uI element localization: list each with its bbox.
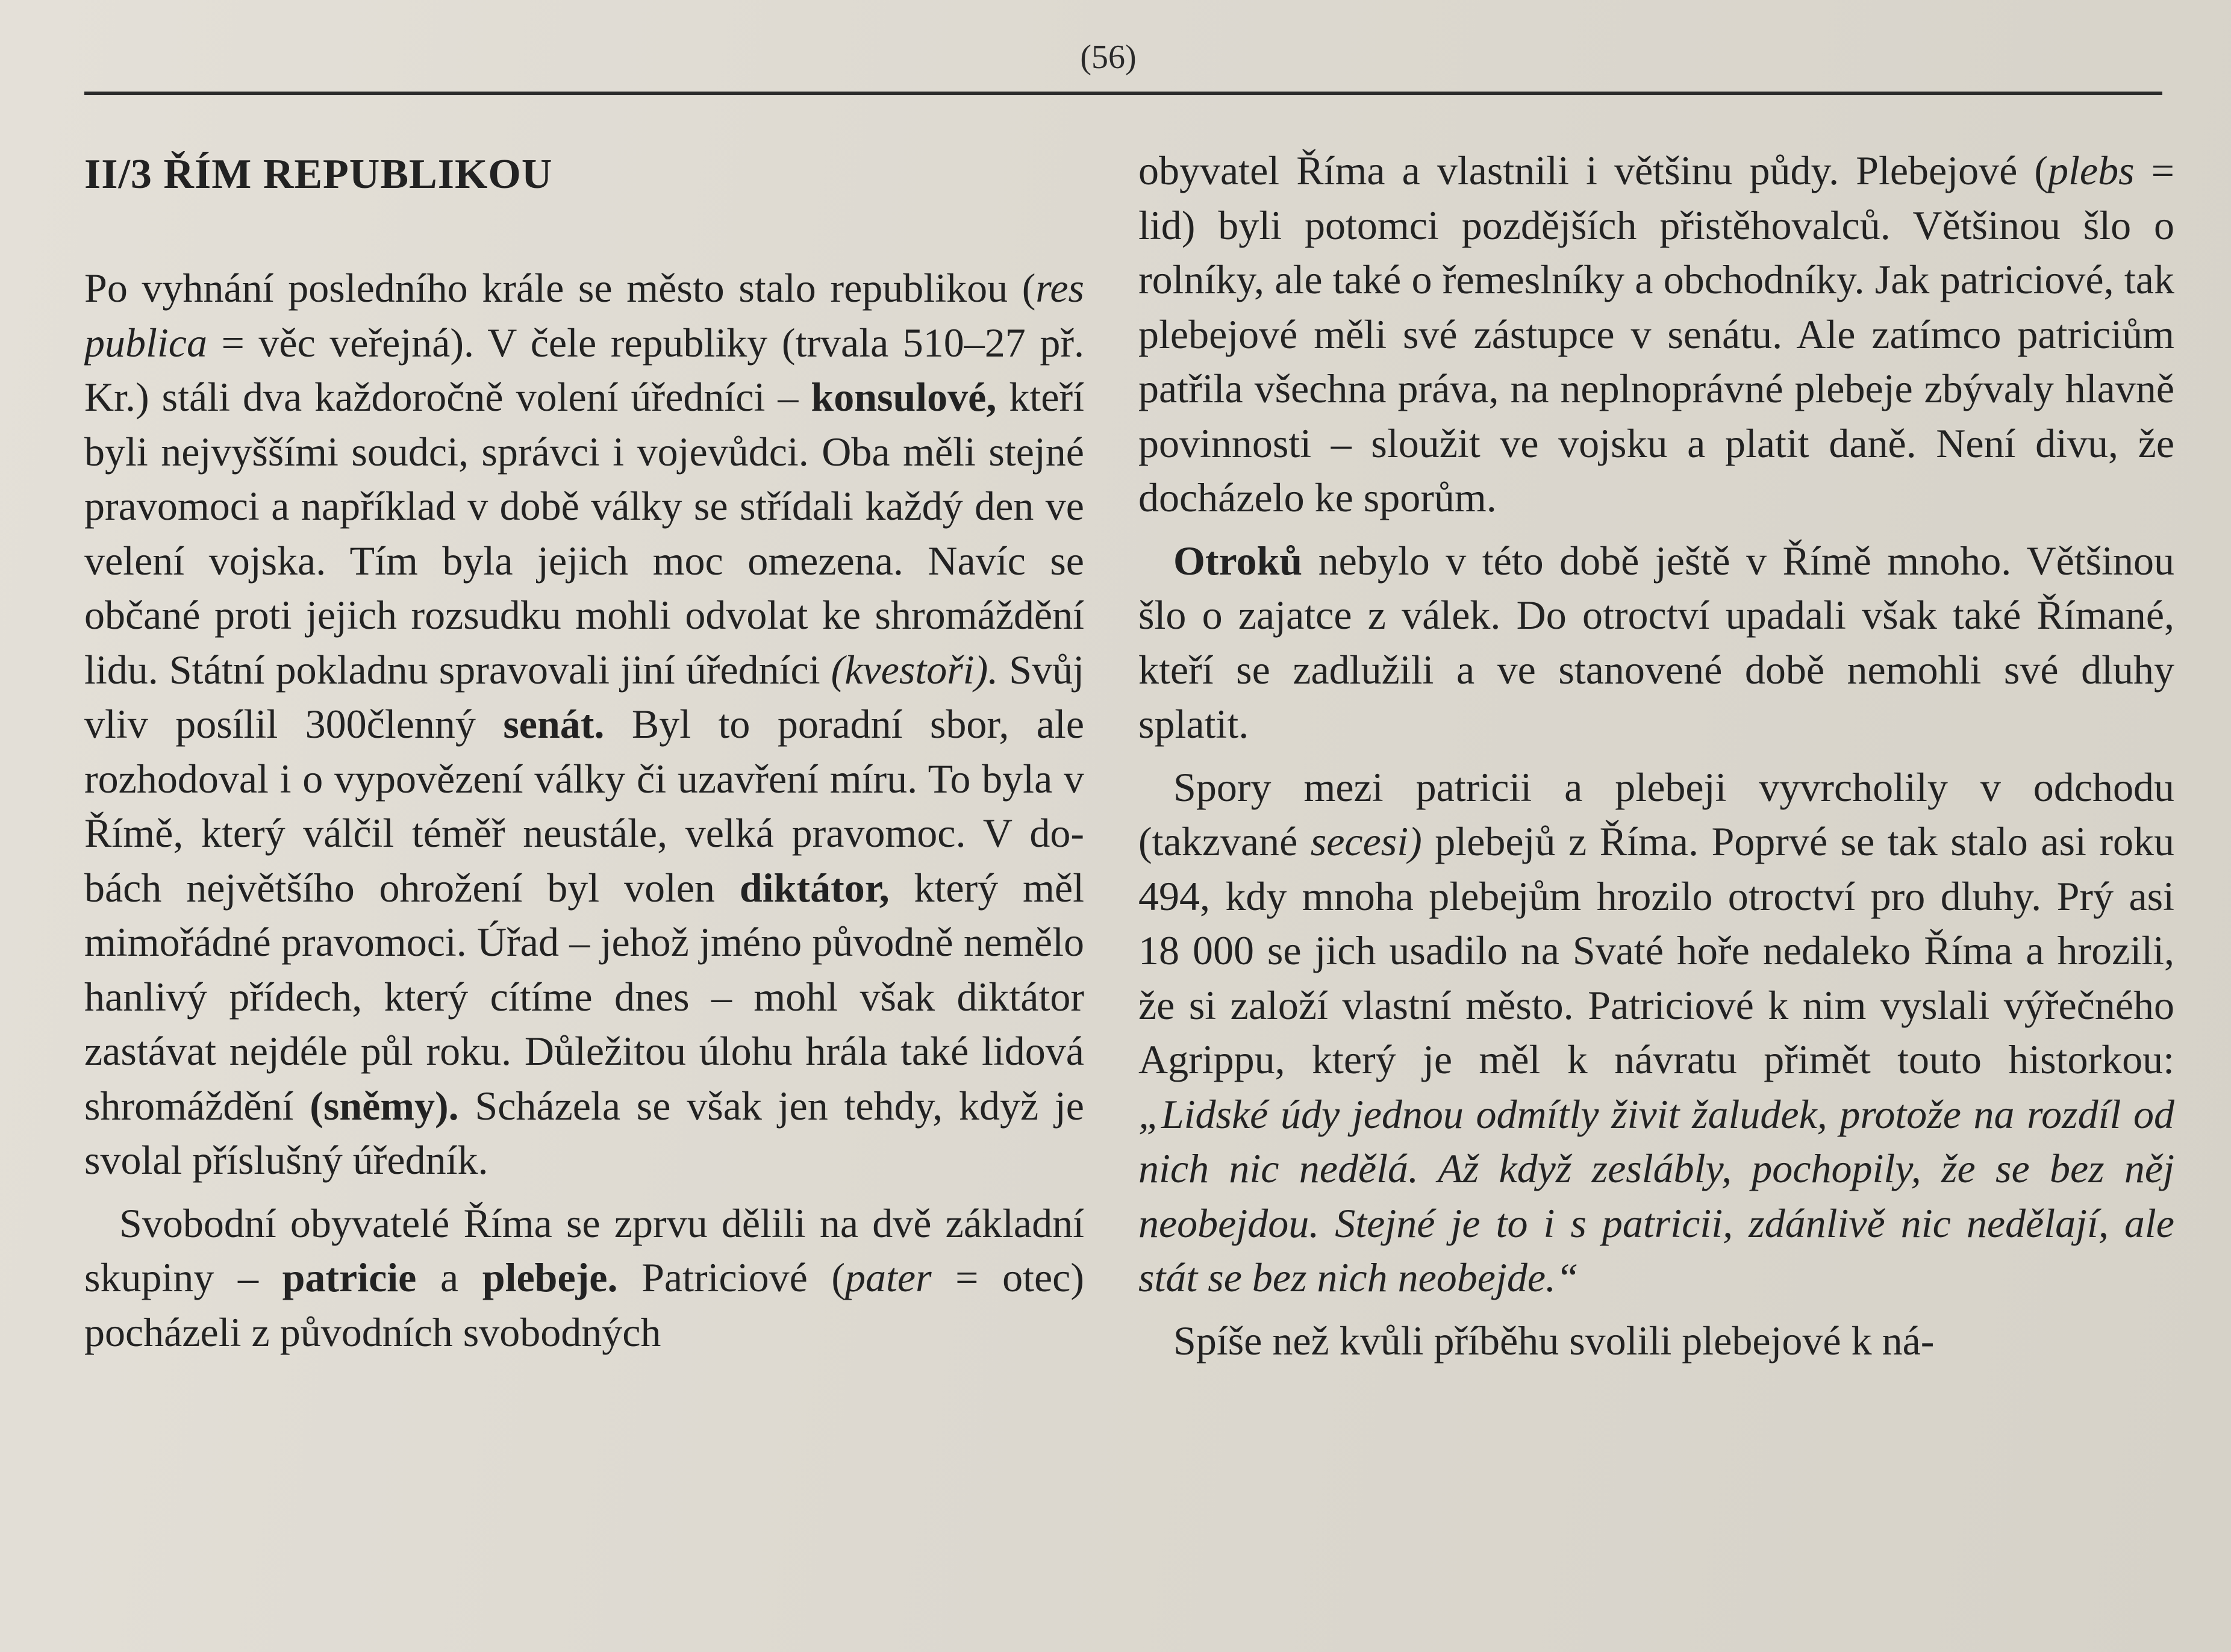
text-run: Svůj vliv posílil 300členný xyxy=(84,646,1084,747)
text-run: nebylo v této době ještě v Římě mnoho. Většinou šlo o zajatce z válek. Do otroctví upadali však také Římané, kteří se zadlužili a ve stanovené době nemohli své dluhy splatit. xyxy=(1138,537,2174,747)
text-run: = věc veřejná). V čele republiky (trvala 510–27 př. Kr.) stáli dva každoročně volení úředníci – xyxy=(84,319,1084,420)
bold-term: patricie xyxy=(282,1255,417,1300)
paragraph-plebeians xyxy=(1138,143,2174,525)
page-number: (56) xyxy=(1080,39,1137,76)
paragraph-slaves xyxy=(1138,534,2174,752)
text-run: = lid) byli potomci pozdějších přistěhovalců. Většinou šlo o rolníky, ale také o řemeslníky a obchodníky. Jak patriciové, tak plebejové měli své zástupce v senátu. Ale zatímco patriciům patřila všechna práva, na neplnoprávné plebeje zbývaly hlavně povinnosti – sloužit ve vojsku a platit daně. Není divu, že docházelo ke sporům. xyxy=(1138,148,2174,520)
text-run: kteří byli nejvyššími soudci, správci i vojevůdci. Oba měli stejné pravomoci a například v době války se střídali každý den ve velení vojska. Tím byla jejich moc omezena. Navíc se občané proti jejich rozsudku mohli odvolat ke shromáždění lidu. Státní pokladnu spravovali jiní úředníci xyxy=(84,374,1084,693)
paragraph-secession xyxy=(1138,760,2174,1305)
bold-term: senát. xyxy=(503,701,605,747)
italic-term: res publica xyxy=(84,265,1084,366)
text-run: Byl to poradní sbor, ale rozhodoval i o vypovězení války či uzavření míru. To byla v Římě, který válčil téměř neustále, velká pravomoc. V dobách největšího ohrožení byl volen xyxy=(84,701,1084,911)
text-run: Patriciové ( xyxy=(617,1255,845,1300)
italic-term: plebs xyxy=(2048,148,2135,193)
bold-term: (sněmy). xyxy=(310,1082,459,1129)
text-run: plebejů z Říma. Poprvé se tak stalo asi roku 494, kdy mnoha plebejům hrozilo otroctví pro dluhy. Prý asi 18 000 se jich usadilo na Svaté hoře nedaleko Říma a hrozili, že si založí vlastní město. Patriciové k nim vyslali výřečného Agrippu, který je měl k návratu přimět touto historkou: xyxy=(1138,818,2174,1082)
bold-term: Otroků xyxy=(1173,537,1303,584)
left-column xyxy=(84,148,1084,1635)
paragraph-constitution xyxy=(84,261,1084,1188)
text-run: Scházela se však jen tehdy, když je svolal příslušný úředník. xyxy=(84,1082,1084,1183)
text-run: obyvatel Říma a vlastnili i většinu půdy. Plebejové ( xyxy=(1138,148,2048,193)
right-column xyxy=(1138,143,2174,1631)
italic-term: pater xyxy=(845,1255,932,1300)
section-heading: II/3 ŘÍM REPUBLIKOU xyxy=(84,151,553,198)
text-run: Spory mezi patricii a plebeji vyvrcholily v odchodu (takzvané xyxy=(1138,764,2174,864)
italic-term: (kvestoři). xyxy=(831,646,999,693)
paragraph-continuation xyxy=(1138,1314,2174,1368)
text-run: Svobodní obyvatelé Říma se zprvu dělili na dvě základní skupiny – xyxy=(84,1200,1084,1300)
text-run: Po vyhnání posledního krále se město stalo republikou ( xyxy=(84,265,1036,311)
text-run: který měl mimořádné pravomoci. Úřad – jehož jméno původně nemělo hanlivý přídech, který cítíme dnes – mohl však diktátor zastávat nejdéle půl roku. Důležitou úlohu hrála také lidová shromáždění xyxy=(84,864,1084,1129)
italic-term: secesi) xyxy=(1310,818,1422,864)
bold-term: diktátor, xyxy=(739,864,890,911)
italic-term: „Lidské údy jednou odmítly živit žaludek, protože na rozdíl od nich nic nedělá. Až když zeslábly, pochopily, že se bez něj neobejdou. Stejné je to i s patricii, zdánlivě nic nedělají, ale stát se bez nich neobejde.“ xyxy=(1138,1091,2174,1300)
bold-term: plebeje. xyxy=(482,1255,618,1300)
header-rule xyxy=(84,92,2162,95)
text-run: a xyxy=(416,1255,482,1300)
text-run: = otec) pocházeli z původních svobodných xyxy=(84,1255,1084,1355)
paragraph-social-groups xyxy=(84,1196,1084,1360)
bold-term: konsulové, xyxy=(811,374,997,420)
text-run: Spíše než kvůli příběhu svolili plebejové k ná- xyxy=(1173,1317,1935,1364)
